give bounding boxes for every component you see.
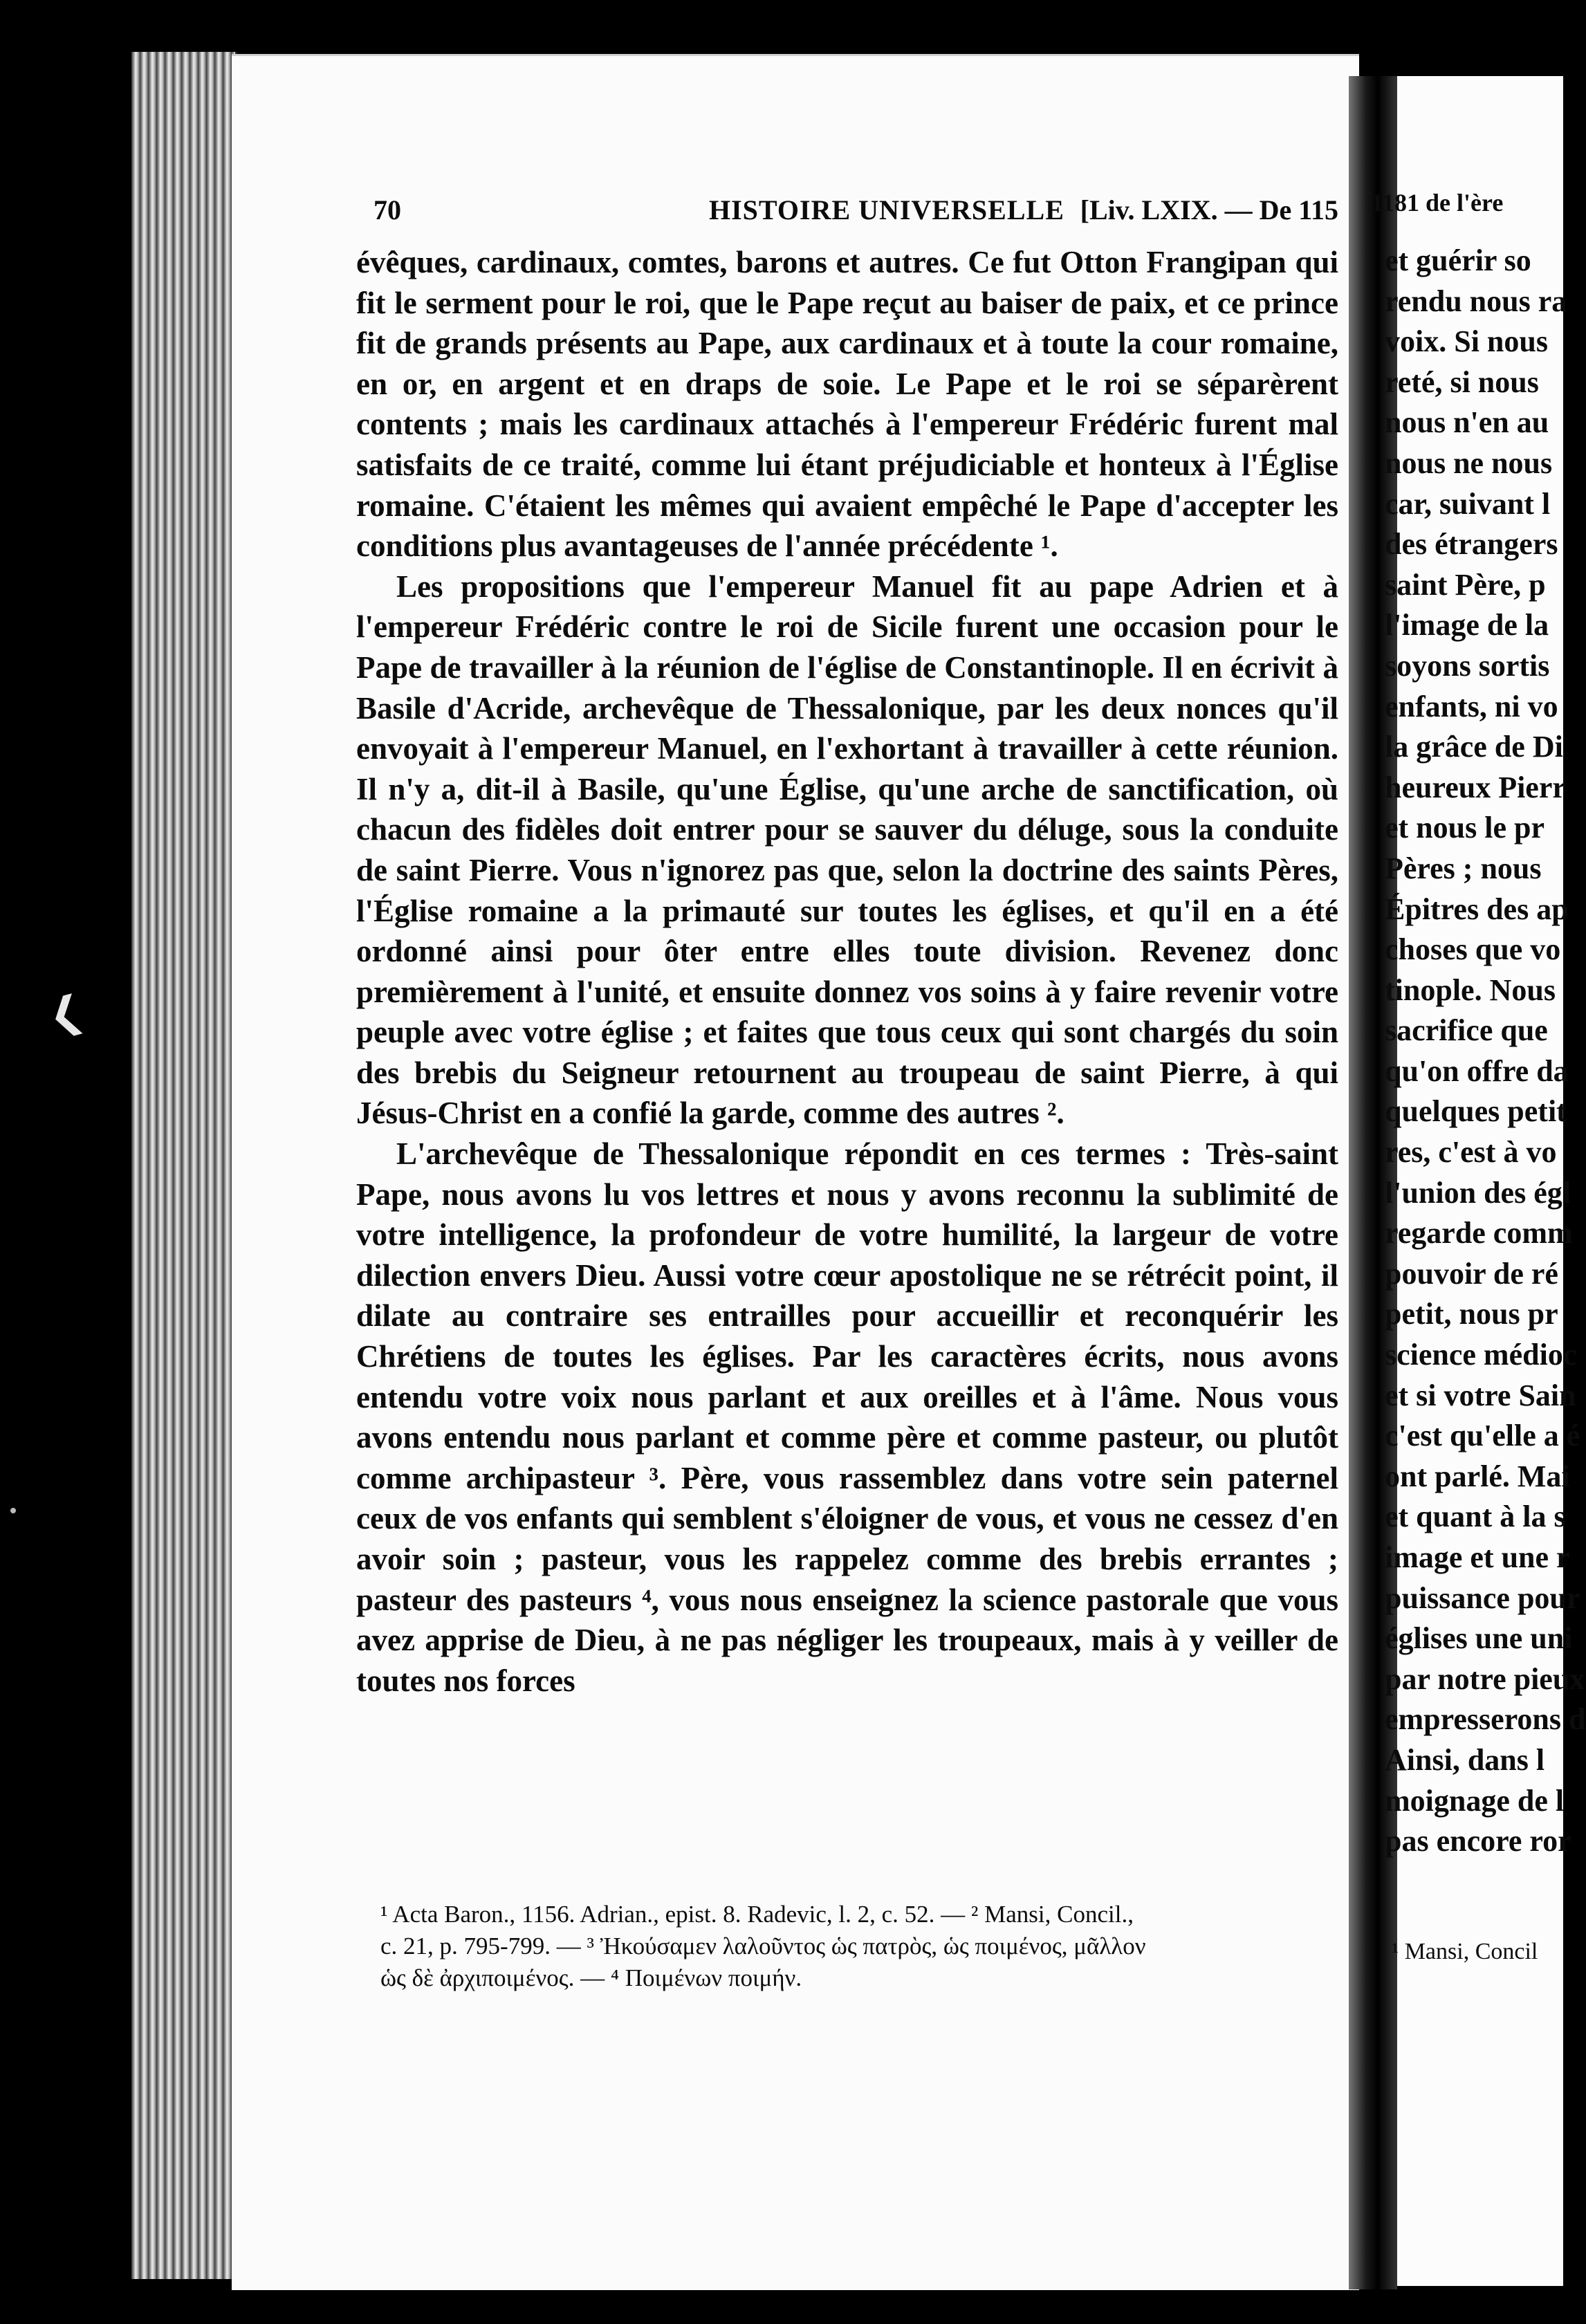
page-edges [131, 52, 237, 2279]
right-page-line: regarde comm [1385, 1216, 1573, 1251]
footnote-line: ¹ Acta Baron., 1156. Adrian., epist. 8. Radevic, l. 2, c. 52. — ² Mansi, Concil., [380, 1901, 1134, 1928]
right-page-line: res, c'est à vo [1385, 1135, 1557, 1170]
right-page-line: qu'on offre da [1385, 1053, 1569, 1088]
paragraph: évêques, cardinaux, comtes, barons et autres. Ce fut Otton Frangipan qui fit le serment pour le roi, que le Pape reçut au baiser de paix, et ce prince fit de grands présents au Pape, aux cardinaux et à toute la cour romaine, en or, en argent et en draps de soie. Le Pape et le roi se séparèrent contents ; mais les cardinaux attachés à l'empereur Frédéric furent mal satisfaits de ce traité, comme lui étant préjudiciable et honteux à l'Église romaine. C'étaient les mêmes qui avaient empêché le Pape d'accepter les conditions plus avantageuses de l'année précédente ¹. [356, 245, 1338, 564]
right-page-line: l'union des égl [1385, 1175, 1571, 1210]
paragraph: L'archevêque de Thessalonique répondit en ces termes : Très-saint Pape, nous avons lu vos lettres et nous y avons reconnu la sublimité de votre intelligence, la profondeur de votre humilité, la largeur de votre dilection envers Dieu. Aussi votre cœur apostolique ne se rétrécit point, il dilate au contraire ses entrailles pour accueillir et reconquérir les Chrétiens de toutes les églises. Par les caractères écrits, nous avons entendu votre voix nous parlant et aux oreilles et à l'âme. Nous vous avons entendu nous parlant et comme père et comme pasteur, ou plutôt comme archipasteur ³. Père, vous rassemblez dans votre sein paternel ceux de vos enfants qui semblent s'éloigner de vous, et vous ne cessez d'en avoir soin ; pasteur, vous les rappelez comme des brebis errantes ; pasteur des pasteurs ⁴, vous nous enseignez la science pastorale que vous avez apprise de Dieu, à ne pas négliger les troupeaux, mais à y veiller de toutes nos forces [356, 1136, 1338, 1698]
right-page-line: heureux Pierr [1385, 770, 1566, 804]
right-page-line: sacrifice que [1385, 1013, 1548, 1048]
right-page-line: des étrangers [1385, 527, 1558, 562]
right-page-line: et guérir so [1385, 243, 1531, 277]
paragraph: Les propositions que l'empereur Manuel fit au pape Adrien et à l'empereur Frédéric contre le roi de Sicile furent une occasion pour le Pape de travailler à la réunion de l'église de Constantinople. Il en écrivit à Basile d'Acride, archevêque de Thessalonique, par les deux nonces qu'il envoyait à l'empereur Manuel, en l'exhortant à travailler à cette réunion. Il n'y a, dit-il à Basile, qu'une Église, qu'une arche de sanctification, où chacun des fidèles doit entrer pour se sauver du déluge, sous la conduite de saint Pierre. Vous n'ignorez pas que, selon la doctrine des saints Pères, l'Église romaine a la primauté sur toutes les églises, et qu'il en a été ordonné ainsi pour ôter entre elles toute division. Revenez donc premièrement à l'unité, et ensuite donnez vos soins à y faire revenir votre peuple avec votre église ; et faites que tous ceux qui sont chargés du soin des brebis du Seigneur retournent au troupeau de saint Pierre, à qui Jésus-Christ en a confié la garde, comme des autres ². [356, 569, 1338, 1131]
scan-speck [10, 1508, 16, 1513]
right-page-line: et nous le pr [1385, 811, 1544, 845]
right-page-line: pas encore ror [1385, 1824, 1571, 1859]
right-page-line: et quant à la s [1385, 1500, 1566, 1534]
right-page-line: reté, si nous [1385, 365, 1539, 399]
page-number: 70 [374, 194, 401, 225]
right-page-line: nous ne nous [1385, 445, 1553, 480]
right-running-header: 1181 de l'ère [1371, 189, 1504, 216]
right-page-line: puissance pour [1385, 1580, 1580, 1615]
running-section: [Liv. LXIX. — De 115 [1080, 194, 1338, 225]
right-page-line: tinople. Nous [1385, 972, 1556, 1007]
right-page-line: Pères ; nous [1385, 851, 1542, 885]
right-page-line: saint Père, p [1385, 567, 1546, 602]
right-page-line: car, suivant l [1385, 486, 1551, 521]
right-page-line: pouvoir de ré [1385, 1256, 1558, 1291]
right-page-line: ont parlé. Mai [1385, 1459, 1570, 1493]
right-page-line: voix. Si nous [1385, 324, 1548, 359]
right-page-line: choses que vo [1385, 932, 1561, 967]
running-title: HISTOIRE UNIVERSELLE [709, 194, 1064, 225]
right-page-line: quelques petit [1385, 1094, 1567, 1129]
right-page-line: enfants, ni vo [1385, 689, 1558, 723]
right-page-line: Épitres des ap [1385, 892, 1569, 926]
right-page-line: églises une uni [1385, 1621, 1573, 1656]
right-page-line: petit, nous pr [1385, 1297, 1558, 1331]
right-page-line: science médioc [1385, 1338, 1577, 1372]
right-page-line: moignage de l [1385, 1783, 1565, 1818]
body-text [356, 242, 1338, 1701]
right-page-line: soyons sortis [1385, 648, 1550, 683]
footnote-line: c. 21, p. 795-799. — ³ Ἠκούσαμεν λαλοῦντος ὡς πατρὸς, ὡς ποιμένος, μᾶλλον [380, 1933, 1146, 1959]
right-page-line: par notre pieux [1385, 1661, 1585, 1696]
right-page-line: Ainsi, dans l [1385, 1742, 1545, 1777]
right-footnote: ¹ Mansi, Concil [1392, 1939, 1538, 1964]
right-page-line: empresserons d [1385, 1702, 1586, 1737]
right-page-line: image et une r [1385, 1540, 1570, 1574]
footnotes [380, 1899, 1342, 1994]
right-page-line: la grâce de Di [1385, 730, 1563, 764]
footnote-line: ὡς δὲ ἀρχιποιμένος. — ⁴ Ποιμένων ποιμήν. [380, 1964, 802, 1991]
left-page-text [356, 187, 1338, 1701]
right-page-line: et si votre Sain [1385, 1378, 1576, 1412]
right-page-line: rendu nous ra [1385, 284, 1567, 318]
right-page-text [1371, 185, 1586, 1964]
right-page-line: c'est qu'elle a é [1385, 1419, 1580, 1453]
right-page-lines [1385, 241, 1586, 1862]
right-page-line: nous n'en au [1385, 405, 1549, 440]
right-page-line: l'image de la [1385, 608, 1549, 643]
margin-mark: ❮ [42, 985, 89, 1042]
running-header [356, 187, 1338, 242]
